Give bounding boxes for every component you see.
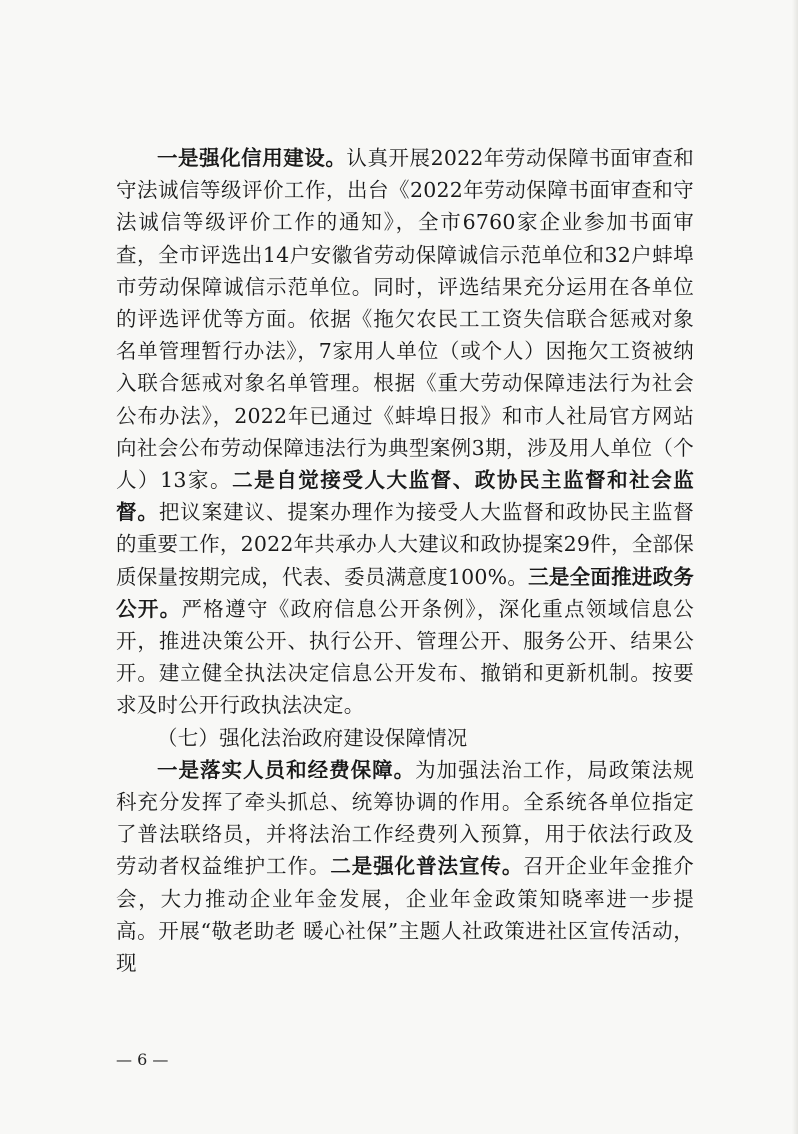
- lead-government-openness: 三是全面推进政务公开。: [116, 564, 694, 621]
- text-staff-funding: 为加强法治工作，局政策法规科充分发挥了牵头抓总、统筹协调的作用。全系统各单位指定了普法联络员，并将法治工作经费列入预算，用于依法行政及劳动者权益维护工作。: [116, 757, 694, 879]
- scan-edge-shadow: [792, 0, 798, 1134]
- lead-credit-building: 一是强化信用建设。: [157, 146, 347, 170]
- text-government-openness: 严格遵守《政府信息公开条例》，深化重点领域信息公开，推进决策公开、执行公开、管理公开、服务公开、结果公开。建立健全执法决定信息公开发布、撤销和更新机制。按要求及时公开行政执法决定。: [116, 596, 694, 718]
- paragraph-credit-supervision-openness: [116, 142, 694, 722]
- section-heading: （七）强化法治政府建设保障情况: [157, 725, 468, 750]
- body-text: [116, 142, 694, 979]
- paragraph-guarantees: [116, 754, 694, 979]
- lead-legal-publicity: 二是强化普法宣传。: [330, 854, 524, 879]
- lead-staff-funding: 一是落实人员和经费保障。: [157, 757, 416, 782]
- lead-supervision: 二是自觉接受人大监督、政协民主监督和社会监督。: [116, 468, 694, 525]
- text-legal-publicity: 召开企业年金推介会，大力推动企业年金发展，企业年金政策知晓率进一步提高。开展“敬老助老 暖心社保”主题人社政策进社区宣传活动，现: [116, 854, 694, 976]
- text-credit-building: 认真开展2022年劳动保障书面审查和守法诚信等级评价工作，出台《2022年劳动保障书面审查和守法诚信等级评价工作的通知》，全市6760家企业参加书面审查，全市评选出14户安徽省劳动保障诚信示范单位和32户蚌埠市劳动保障诚信示范单位。同时，评选结果充分运用在各单位的评选评优等方面。依据《拖欠农民工工资失信联合惩戒对象名单管理暂行办法》，7家用人单位（或个人）因拖欠工资被纳入联合惩戒对象名单管理。根据《重大劳动保障违法行为社会公布办法》，2022年已通过《蚌埠日报》和市人社局官方网站向社会公布劳动保障违法行为典型案例3期，涉及用人单位（个人）13家。: [116, 146, 694, 493]
- page-number: — 6 —: [116, 1050, 169, 1069]
- text-supervision: 把议案建议、提案办理作为接受人大监督和政协民主监督的重要工作，2022年共承办人大建议和政协提案29件，全部保质保量按期完成，代表、委员满意度100%。: [116, 500, 694, 589]
